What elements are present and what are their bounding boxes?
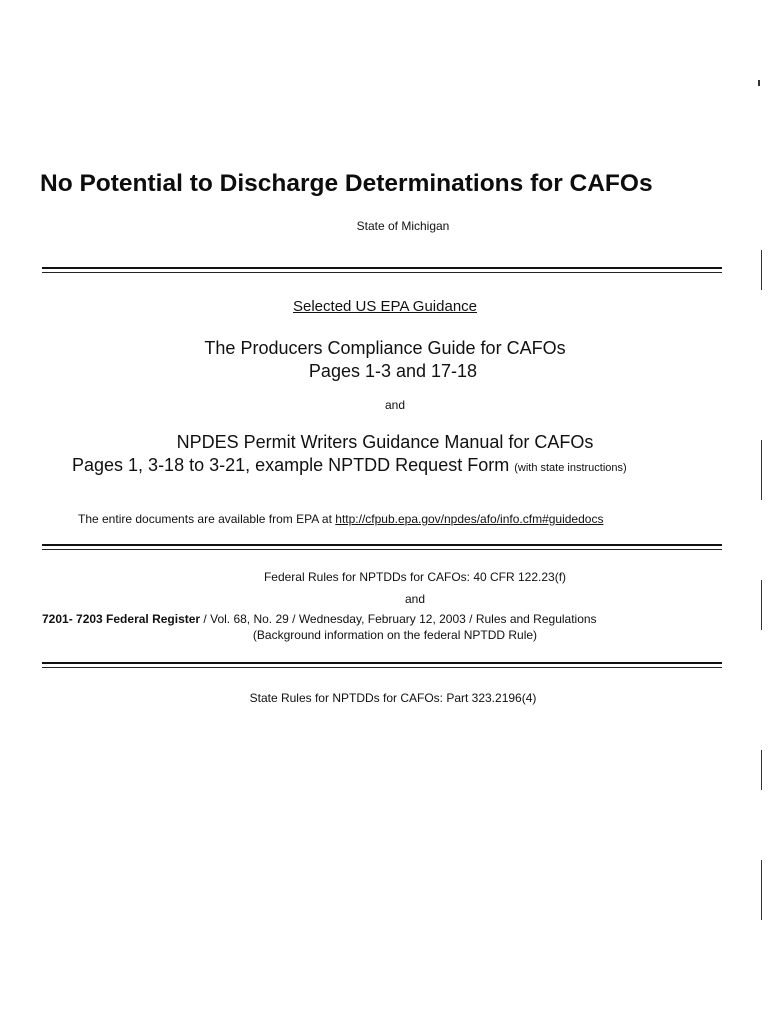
guidance-heading: Selected US EPA Guidance [293, 298, 477, 315]
federal-register-line [42, 612, 597, 626]
document-subtitle: State of Michigan [356, 219, 450, 233]
federal-register-citation: 7201- 7203 Federal Register [42, 612, 201, 626]
federal-rules-line: Federal Rules for NPTDDs for CAFOs: 40 CFR 122.23(f) [263, 570, 567, 584]
permit-manual-title: NPDES Permit Writers Guidance Manual for CAFOs [176, 432, 594, 452]
and-connector: and [384, 398, 406, 412]
document-title: No Potential to Discharge Determinations for CAFOs [40, 170, 653, 197]
and-connector: and [404, 592, 426, 606]
state-rules-line: State Rules for NPTDDs for CAFOs: Part 323.2196(4) [249, 691, 537, 705]
permit-manual-pages [72, 455, 627, 476]
availability-line [78, 512, 603, 526]
availability-text: The entire documents are available from EPA at [78, 512, 332, 526]
federal-register-note: (Background information on the federal NPTDD Rule) [252, 628, 538, 642]
producers-guide-pages: Pages 1-3 and 17-18 [308, 361, 478, 381]
scan-edge-artifacts [758, 60, 766, 1000]
federal-register-details: / Vol. 68, No. 29 / Wednesday, February 12, 2003 / Rules and Regulations [200, 612, 597, 626]
producers-guide-title: The Producers Compliance Guide for CAFOs [204, 338, 566, 358]
permit-manual-pages-text: Pages 1, 3-18 to 3-21, example NPTDD Request Form [72, 455, 510, 475]
epa-guidance-link[interactable]: http://cfpub.epa.gov/npdes/afo/info.cfm#guidedocs [335, 512, 604, 526]
permit-manual-note: (with state instructions) [514, 462, 627, 474]
